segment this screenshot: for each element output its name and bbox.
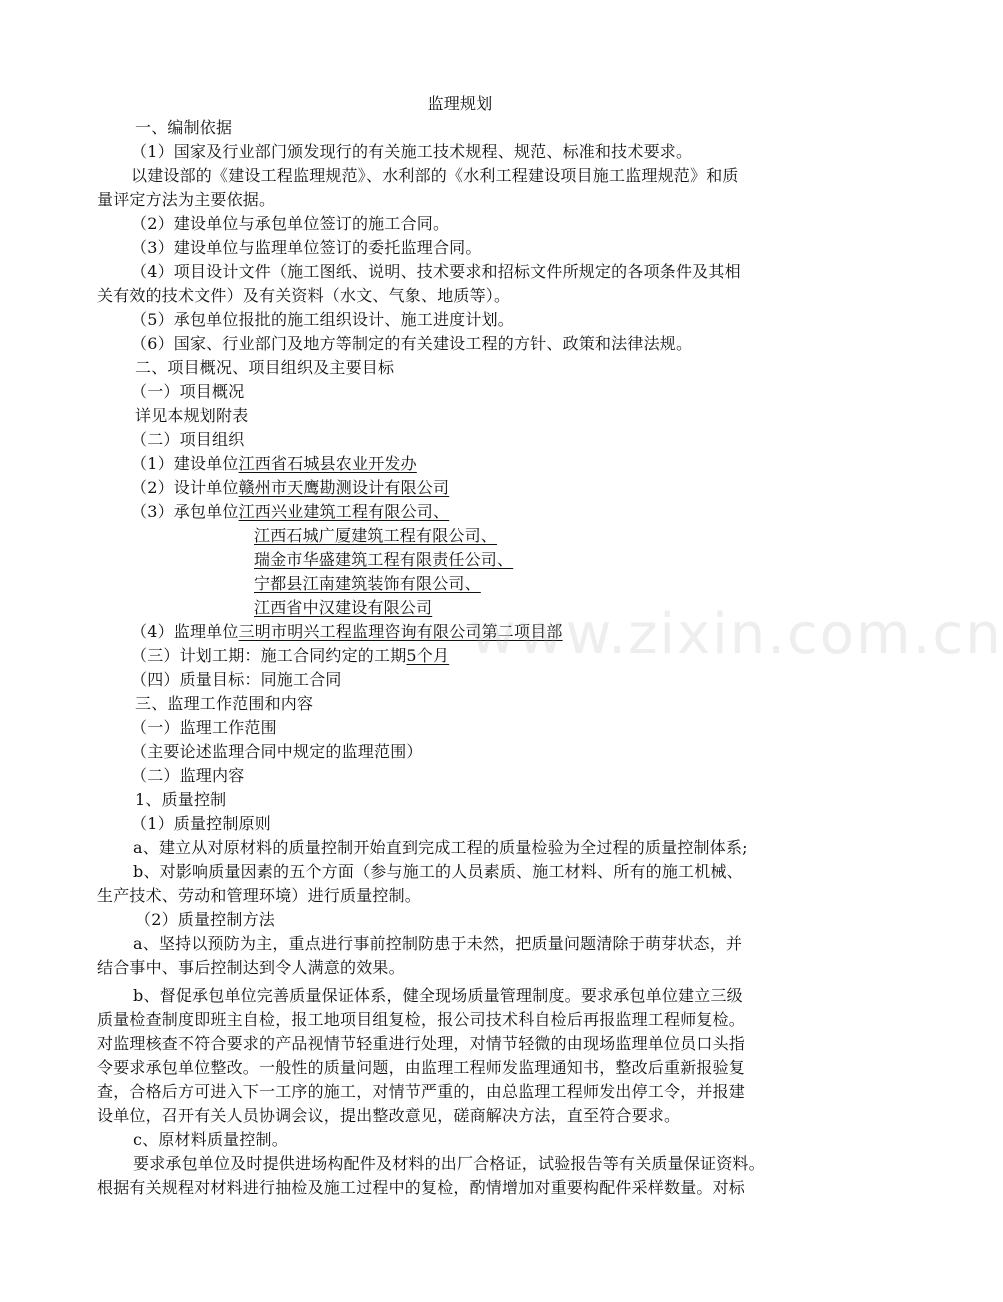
paragraph-line: 查，合格后方可进入下一工序的施工，对情节严重的，由总监理工程师发出停工令，并报建 — [97, 1082, 746, 1101]
org-label: （3）承包单位 — [131, 502, 239, 521]
org-value: 江西省石城县农业开发办 — [238, 454, 417, 473]
list-item: （1）国家及行业部门颁发现行的有关施工技术规程、规范、标准和技术要求。 — [131, 142, 693, 161]
org-value: 江西省中汉建设有限公司 — [254, 598, 433, 617]
paragraph-line: a、建立从对原材料的质量控制开始直到完成工程的质量检验为全过程的质量控制体系; — [133, 838, 748, 857]
paragraph-line: 要求承包单位及时提供进场构配件及材料的出厂合格证，试验报告等有关质量保证资料。 — [133, 1154, 765, 1173]
org-value: 瑞金市华盛建筑工程有限责任公司、 — [254, 550, 514, 569]
paragraph-line: 结合事中、事后控制达到令人满意的效果。 — [97, 958, 405, 977]
subsection-heading: （一）项目概况 — [131, 382, 245, 401]
paragraph-line: 量评定方法为主要依据。 — [97, 190, 276, 209]
list-item: （2）建设单位与承包单位签订的施工合同。 — [131, 214, 450, 233]
subsection-heading: （四）质量目标：同施工合同 — [131, 670, 342, 689]
paragraph-line: c、原材料质量控制。 — [133, 1130, 288, 1149]
org-label: （1）建设单位 — [131, 454, 239, 473]
subsection-heading: （二）项目组织 — [131, 430, 245, 449]
org-label: （4）监理单位 — [131, 622, 239, 641]
org-value: 赣州市天鹰勘测设计有限公司 — [238, 478, 450, 497]
schedule-label: （三）计划工期：施工合同约定的工期 — [131, 646, 407, 665]
paragraph-line: 令要求承包单位整改。一般性的质量问题，由监理工程师发监理通知书，整改后重新报验复 — [97, 1058, 746, 1077]
subsection-heading: （1）质量控制原则 — [131, 814, 271, 833]
subsection-heading: （一）监理工作范围 — [131, 718, 277, 737]
org-label: （2）设计单位 — [131, 478, 239, 497]
schedule-value: 5个月 — [406, 646, 450, 665]
paragraph-line: 生产技术、劳动和管理环境）进行质量控制。 — [97, 886, 422, 905]
subsection-heading: （二）监理内容 — [131, 766, 245, 785]
paragraph-line: b、督促承包单位完善质量保证体系，健全现场质量管理制度。要求承包单位建立三级 — [133, 986, 743, 1005]
paragraph-line: 详见本规划附表 — [135, 406, 249, 425]
subsection-heading: （2）质量控制方法 — [135, 910, 275, 929]
paragraph-line: 设单位，召开有关人员协调会议，提出整改意见，磋商解决方法，直至符合要求。 — [97, 1106, 681, 1125]
section-heading: 三、监理工作范围和内容 — [135, 694, 314, 713]
paragraph-line: b、对影响质量因素的五个方面（参与施工的人员素质、施工材料、所有的施工机械、 — [133, 862, 743, 881]
paragraph-line: （主要论述监理合同中规定的监理范围） — [131, 742, 423, 761]
paragraph-line: 以建设部的《建设工程监理规范》、水利部的《水利工程建设项目施工监理规范》和质 — [131, 166, 739, 185]
watermark: www.zixin.com.cn — [470, 602, 1003, 667]
list-item: （3）建设单位与监理单位签订的委托监理合同。 — [131, 238, 482, 257]
page-title: 监理规划 — [427, 94, 493, 113]
list-item: （4）项目设计文件（施工图纸、说明、技术要求和招标文件所规定的各项条件及其相 — [131, 262, 741, 281]
org-value: 江西石城广厦建筑工程有限公司、 — [254, 526, 498, 545]
org-value: 江西兴业建筑工程有限公司、 — [238, 502, 450, 521]
paragraph-line: 质量检查制度即班主自检，报工地项目组复检，报公司技术科自检后再报监理工程师复检。 — [97, 1010, 746, 1029]
paragraph-line: a、坚持以预防为主，重点进行事前控制防患于未然，把质量问题清除于萌芽状态，并 — [133, 934, 743, 953]
section-heading: 二、项目概况、项目组织及主要目标 — [135, 358, 395, 377]
paragraph-line: 对监理核查不符合要求的产品视情节轻重进行处理，对情节轻微的由现场监理单位员口头指 — [97, 1034, 746, 1053]
org-row — [131, 476, 871, 499]
subsection-heading: 1、质量控制 — [135, 790, 227, 809]
list-item: （5）承包单位报批的施工组织设计、施工进度计划。 — [131, 310, 514, 329]
org-value: 三明市明兴工程监理咨询有限公司第二项目部 — [238, 622, 563, 641]
section-heading: 一、编制依据 — [135, 118, 233, 137]
org-row — [131, 500, 871, 523]
paragraph-line: 根据有关规程对材料进行抽检及施工过程中的复检，酌情增加对重要构配件采样数量。对标 — [97, 1178, 746, 1197]
paragraph-line: 关有效的技术文件）及有关资料（水文、气象、地质等）。 — [97, 286, 511, 305]
org-value: 宁都县江南建筑装饰有限公司、 — [254, 574, 481, 593]
list-item: （6）国家、行业部门及地方等制定的有关建设工程的方针、政策和法律法规。 — [131, 334, 693, 353]
org-row — [131, 452, 871, 475]
